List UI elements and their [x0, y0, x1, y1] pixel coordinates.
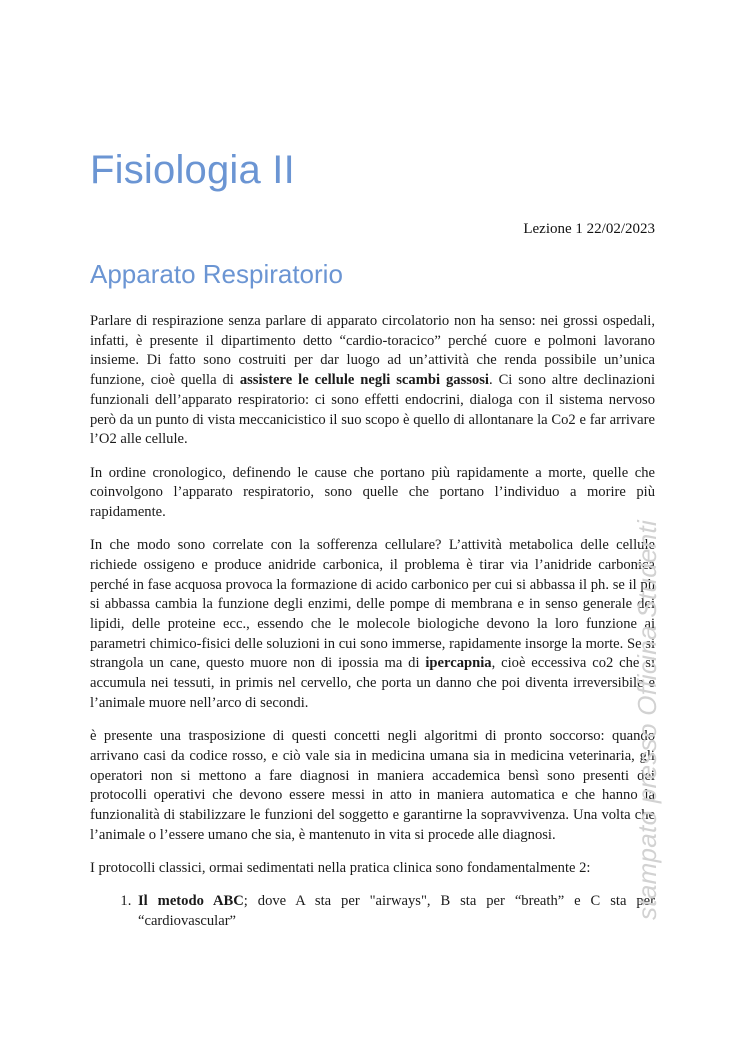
bold-phrase: assistere le cellule negli scambi gassosi — [239, 372, 489, 389]
lesson-date: Lezione 1 22/02/2023 — [523, 221, 655, 237]
paragraph-1: Parlare di respirazione senza parlare di apparato circolatorio non ha senso: nei grossi ospedali, infatti, è presente il dipartimento detto “cardio-toracico” perché cuore e polmoni lavorano insieme. Di fatto sono costruiti per dar luogo ad un’attività che renda possibile un’unica funzione, cioè quella di assistere le cellule negli scambi gassosi. Ci sono altre declinazioni funzionali dell’apparato respiratorio: ci sono effetti endocrini, dialoga con il sistema nervoso però da un punto di vista meccanicistico il suo scopo è quello di allontanare la Co2 e far arrivare l’O2 alle cellule. — [90, 313, 655, 448]
paragraph-5: I protocolli classici, ormai sedimentati nella pratica clinica sono fondamentalmente 2: — [90, 859, 591, 876]
section-title: Apparato Respiratorio — [90, 259, 343, 289]
list-item-bold: Il metodo ABC — [138, 893, 244, 910]
document-body — [90, 312, 655, 932]
paragraph-2: In ordine cronologico, definendo le cause che portano più rapidamente a morte, quelle che coinvolgono l’apparato respiratorio, sono quelle che portano l’individuo a morire più rapidamente. — [90, 464, 655, 520]
protocols-list — [90, 892, 655, 931]
document-title: Fisiologia II — [90, 148, 295, 192]
bold-term: ipercapnia — [425, 655, 492, 672]
paragraph-3: In che modo sono correlate con la sofferenza cellulare? L’attività metabolica delle cellule richiede ossigeno e produce anidride carbonica, il problema è tirar via l’anidride carbonica perché in fase acquosa provoca la formazione di acido carbonico per cui si abbassa il ph. se il ph si abbassa cambia la funzione degli enzimi, delle pompe di membrana e in senso generale dei lipidi, delle proteine ecc., essendo che le molecole biologiche devono la loro funzione ai parametri chimico-fisici delle soluzioni in cui sono immerse, rapidamente insorge la morte. Se si strangola un cane, questo muore non di ipossia ma di ipercapnia, cioè eccessiva co2 che si accumula nei tessuti, in primis nel cervello, che porta un danno che poi diventa irreversibile e l’animale muore nell’arco di secondi. — [90, 537, 655, 711]
list-item: 1. Il metodo ABC; dove A sta per "airways", B sta per “breath” e C sta per “cardiovascular” — [135, 892, 655, 931]
watermark: stampato presso Officina Studenti — [632, 519, 662, 920]
paragraph-4: è presente una trasposizione di questi concetti negli algoritmi di pronto soccorso: quando arrivano casi da codice rosso, e ciò vale sia in medicina umana sia in medicina veterinaria, gli operatori non si mettono a fare diagnosi in maniera accademica bensì sono presenti dei protocolli operativi che devono essere messi in atto in maniera automatica e che hanno la funzionalità di stabilizzare le funzioni del soggetto e garantirne la sopravvivenza. Una volta che l’animale o l’essere umano che sia, è mantenuto in vita si procede alle diagnosi. — [90, 728, 655, 843]
